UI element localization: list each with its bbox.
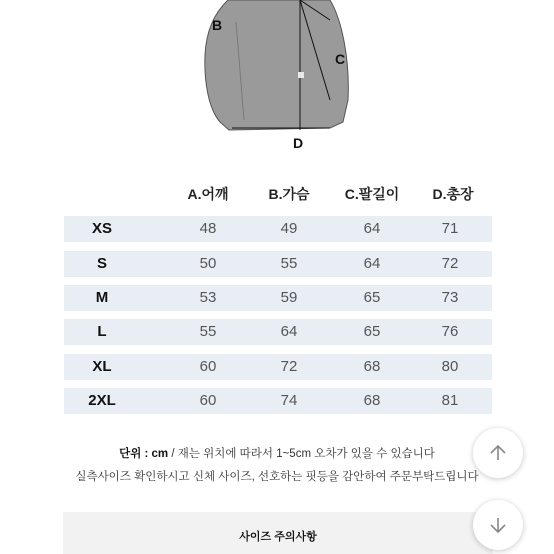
size-notice-title[interactable]: 사이즈 주의사항 (239, 531, 317, 543)
size-label: XL (92, 358, 112, 375)
header-total-length: D.총장 (432, 186, 474, 202)
shoulder-value: 55 (199, 323, 217, 340)
chest-value: 55 (280, 255, 298, 272)
scroll-down-button[interactable] (473, 500, 523, 550)
chest-value: 74 (280, 392, 298, 409)
unit-note (0, 445, 554, 461)
table-row (64, 251, 492, 277)
scroll-up-button[interactable] (473, 428, 523, 478)
shoulder-value: 53 (199, 289, 217, 306)
arrow-down-icon (488, 515, 508, 535)
total-length-value: 72 (441, 255, 459, 272)
chest-value: 72 (280, 358, 298, 375)
label-c: C (335, 51, 346, 67)
label-d: D (293, 135, 304, 151)
arm-length-value: 68 (363, 358, 381, 375)
total-length-value: 80 (441, 358, 459, 375)
arrow-up-icon (488, 443, 508, 463)
arm-length-value: 64 (363, 220, 381, 237)
arm-length-value: 65 (363, 323, 381, 340)
table-row (64, 216, 492, 242)
fit-note: 실측사이즈 확인하시고 신체 사이즈, 선호하는 핏등을 감안하여 주문부탁드립니다 (75, 471, 479, 483)
size-label: 2XL (88, 392, 116, 409)
table-row (64, 319, 492, 345)
size-label: XS (91, 220, 112, 237)
logo-tag (298, 72, 304, 78)
unit-label: 단위 : cm (119, 448, 169, 460)
size-label: S (96, 255, 107, 272)
arm-length-value: 65 (363, 289, 381, 306)
table-row (64, 285, 492, 311)
header-shoulder: A.어깨 (187, 186, 229, 202)
size-label: L (97, 323, 107, 340)
header-arm-length: C.팔길이 (344, 186, 400, 202)
total-length-value: 71 (441, 220, 459, 237)
table-row (64, 388, 492, 414)
garment-size-diagram (0, 0, 554, 160)
unit-note-text: / 재는 위치에 따라서 1~5cm 오차가 있을 수 있습니다 (168, 448, 435, 460)
sweatshirt-illustration (205, 0, 348, 130)
shoulder-value: 60 (199, 358, 217, 375)
chest-value: 59 (280, 289, 298, 306)
arm-length-value: 68 (363, 392, 381, 409)
chest-value: 49 (280, 220, 298, 237)
table-row (64, 354, 492, 380)
shoulder-value: 60 (199, 392, 217, 409)
chest-value: 64 (280, 323, 298, 340)
label-b: B (212, 17, 223, 33)
total-length-value: 73 (441, 289, 459, 306)
total-length-value: 76 (441, 323, 459, 340)
header-chest: B.가슴 (268, 186, 310, 202)
shoulder-value: 50 (199, 255, 217, 272)
arm-length-value: 64 (363, 255, 381, 272)
shoulder-value: 48 (199, 220, 217, 237)
total-length-value: 81 (441, 392, 459, 409)
size-label: M (95, 289, 109, 306)
